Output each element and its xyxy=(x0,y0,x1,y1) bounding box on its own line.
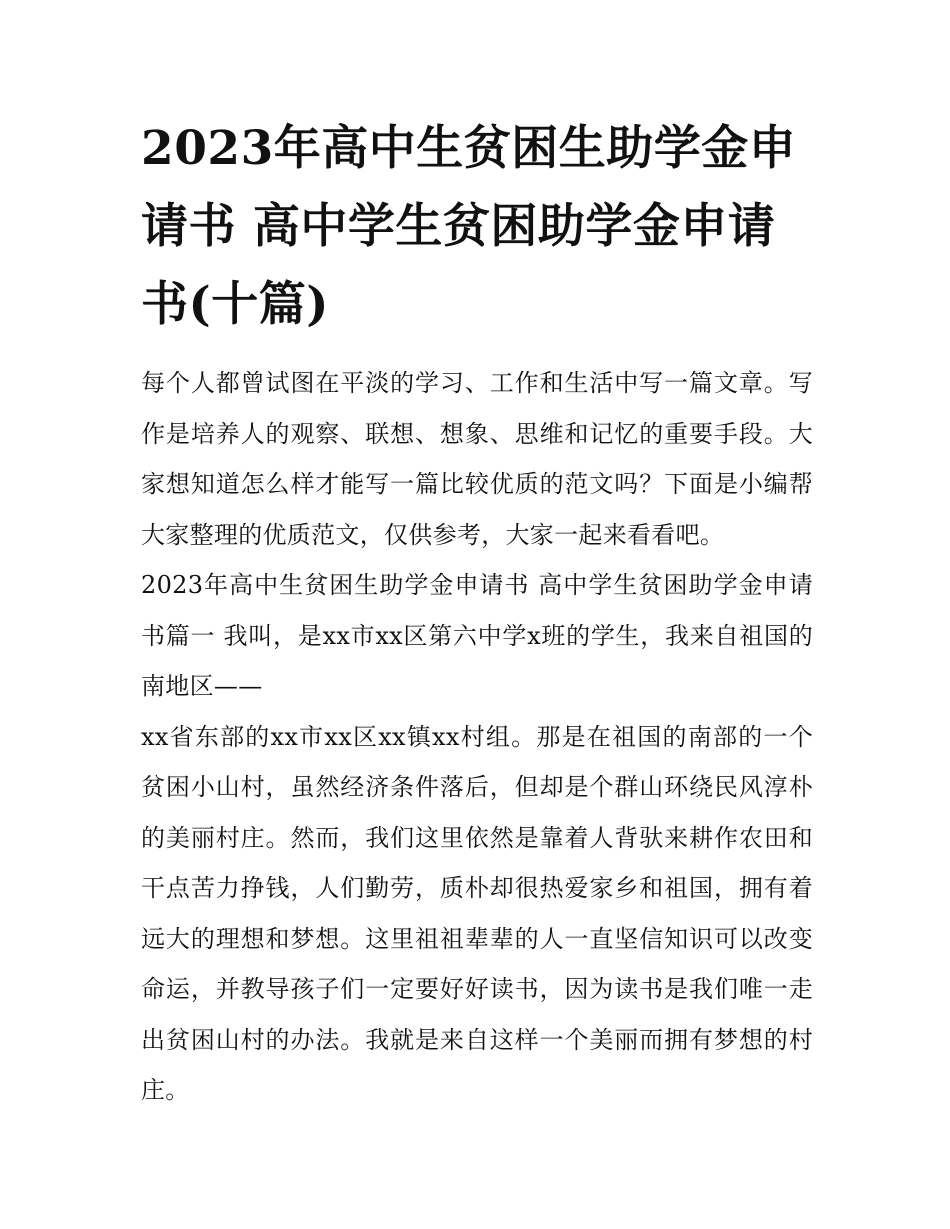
document-body xyxy=(141,110,813,1116)
intro-paragraph: 每个人都曾试图在平淡的学习、工作和生活中写一篇文章。写作是培养人的观察、联想、想象、思维和记忆的重要手段。大家想知道怎么样才能写一篇比较优质的范文吗？下面是小编帮大家整理的优质范文，仅供参考，大家一起来看看吧。 xyxy=(141,369,813,549)
body-paragraph: 2023年高中生贫困生助学金申请书 高中学生贫困助学金申请书篇一 我叫，是xx市xx区第六中学x班的学生，我来自祖国的南地区—— xyxy=(141,571,813,700)
document-title: 2023年高中生贫困生助学金申请书 高中学生贫困助学金申请书(十篇) xyxy=(141,121,797,332)
body-paragraph: xx省东部的xx市xx区xx镇xx村组。那是在祖国的南部的一个贫困小山村，虽然经济条件落后，但却是个群山环绕民风淳朴的美丽村庄。然而，我们这里依然是靠着人背驮来耕作农田和干点苦力挣钱，人们勤劳，质朴却很热爱家乡和祖国，拥有着远大的理想和梦想。这里祖祖辈辈的人一直坚信知识可以改变命运，并教导孩子们一定要好好读书，因为读书是我们唯一走出贫困山村的办法。我就是来自这样一个美丽而拥有梦想的村庄。 xyxy=(141,722,813,1104)
